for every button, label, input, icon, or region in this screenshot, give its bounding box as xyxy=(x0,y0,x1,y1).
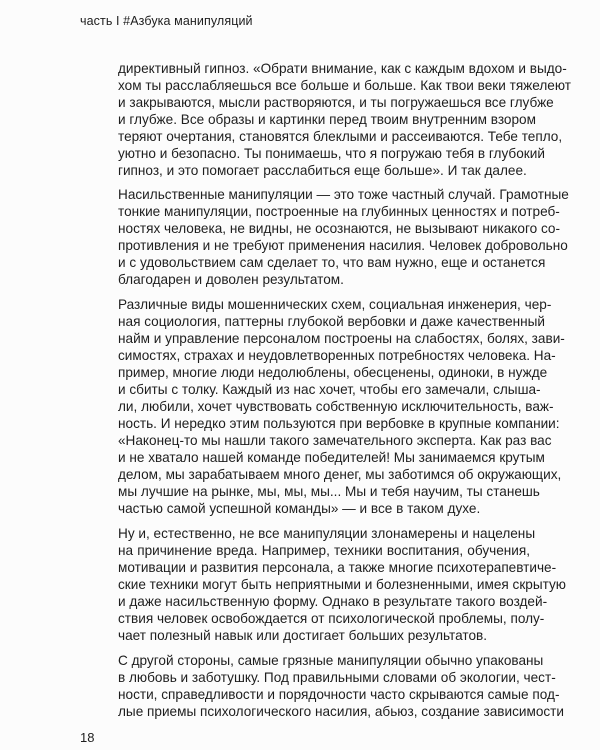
text-line: и сбиты с толку. Каждый из нас хочет, чтобы его замечали, слыша- xyxy=(118,382,541,397)
text-line: ная социология, паттерны глубокой вербовки и даже качественный xyxy=(118,314,546,329)
text-line: на причинение вреда. Например, техники воспитания, обучения, xyxy=(118,543,530,558)
text-line: частью самой успешной команды» — и все в таком духе. xyxy=(118,501,481,516)
text-line: Ну и, естественно, не все манипуляции злонамерены и нацелены xyxy=(118,526,536,541)
text-line: уютно и безопасно. Ты понимаешь, что я погружаю тебя в глубокий xyxy=(118,146,545,161)
text-line: ность. И нередко этим пользуются при вербовке в крупные компании: xyxy=(118,416,560,431)
text-line: теряют очертания, становятся блеклыми и рассеиваются. Тебе тепло, xyxy=(118,129,563,144)
text-line: и даже насильственную форму. Однако в результате такого воздей- xyxy=(118,594,548,609)
text-line: симостях, страхах и неудовлетворенных потребностях человека. На- xyxy=(118,348,556,363)
paragraph-3 xyxy=(118,296,565,517)
text-line: ские техники могут быть неприятными и болезненными, имея скрытую xyxy=(118,577,566,592)
text-line: чает полезный навык или достигает больших результатов. xyxy=(118,628,488,643)
text-line: в любовь и заботушку. Под правильными словами об экологии, чест- xyxy=(118,670,556,685)
text-line: мы лучшие на рынке, мы, мы, мы... Мы и тебя научим, ты станешь xyxy=(118,484,540,499)
text-line: ностях человека, не видны, не осознаются, не вызывают никакого со- xyxy=(118,221,560,236)
paragraph-2 xyxy=(118,186,569,288)
text-line: Насильственные манипуляции — это тоже частный случай. Грамотные xyxy=(118,187,569,202)
running-header: часть I #Азбука манипуляций xyxy=(80,14,253,28)
text-line: С другой стороны, самые грязные манипуляции обычно упакованы xyxy=(118,653,544,668)
text-line: хом ты расслабляешься все больше и больше. Как твои веки тяжелеют xyxy=(118,78,571,93)
paragraph-4 xyxy=(118,525,566,644)
text-line: благодарен и доволен результатом. xyxy=(118,272,344,287)
text-line: Различные виды мошеннических схем, социальная инженерия, чер- xyxy=(118,297,552,312)
text-line: мотивации и развития персонала, а также многие психотерапевтиче- xyxy=(118,560,557,575)
text-line: делом, мы зарабатываем много денег, мы заботимся об окружающих, xyxy=(118,467,562,482)
text-line: и с удовольствием сам сделает то, что вам нужно, еще и останется xyxy=(118,255,546,270)
text-line: директивный гипноз. «Обрати внимание, как с каждым вдохом и выдо- xyxy=(118,61,567,76)
text-line: противления и не требуют применения насилия. Человек добровольно xyxy=(118,238,568,253)
text-line: «Наконец-то мы нашли такого замечательного эксперта. Как раз вас xyxy=(118,433,552,448)
paragraph-1 xyxy=(118,60,571,179)
text-line: гипноз, и это помогает расслабиться еще больше». И так далее. xyxy=(118,163,527,178)
text-line: ности, справедливости и порядочности часто скрываются самые под- xyxy=(118,687,560,702)
text-line: ли, любили, хочет чувствовать собственную исключительность, важ- xyxy=(118,399,554,414)
paragraph-5 xyxy=(118,652,565,720)
text-line: ствия человек освобождается от психологической проблемы, полу- xyxy=(118,611,545,626)
text-line: найм и управление персоналом построены на слабостях, болях, зави- xyxy=(118,331,565,346)
text-line: и глубже. Все образы и картинки перед твоим внутренним взором xyxy=(118,112,536,127)
page-number: 18 xyxy=(80,730,95,745)
text-line: и закрываются, мысли растворяются, и ты погружаешься все глубже xyxy=(118,95,554,110)
text-line: тонкие манипуляции, построенные на глубинных ценностях и потреб- xyxy=(118,204,560,219)
text-line: и не хватало нашей команде победителей! Мы занимаемся крутым xyxy=(118,450,545,465)
text-line: пример, многие люди недолюблены, обесценены, одиноки, в нужде xyxy=(118,365,548,380)
text-line: лые приемы психологического насилия, абьюз, создание зависимости xyxy=(118,704,565,719)
